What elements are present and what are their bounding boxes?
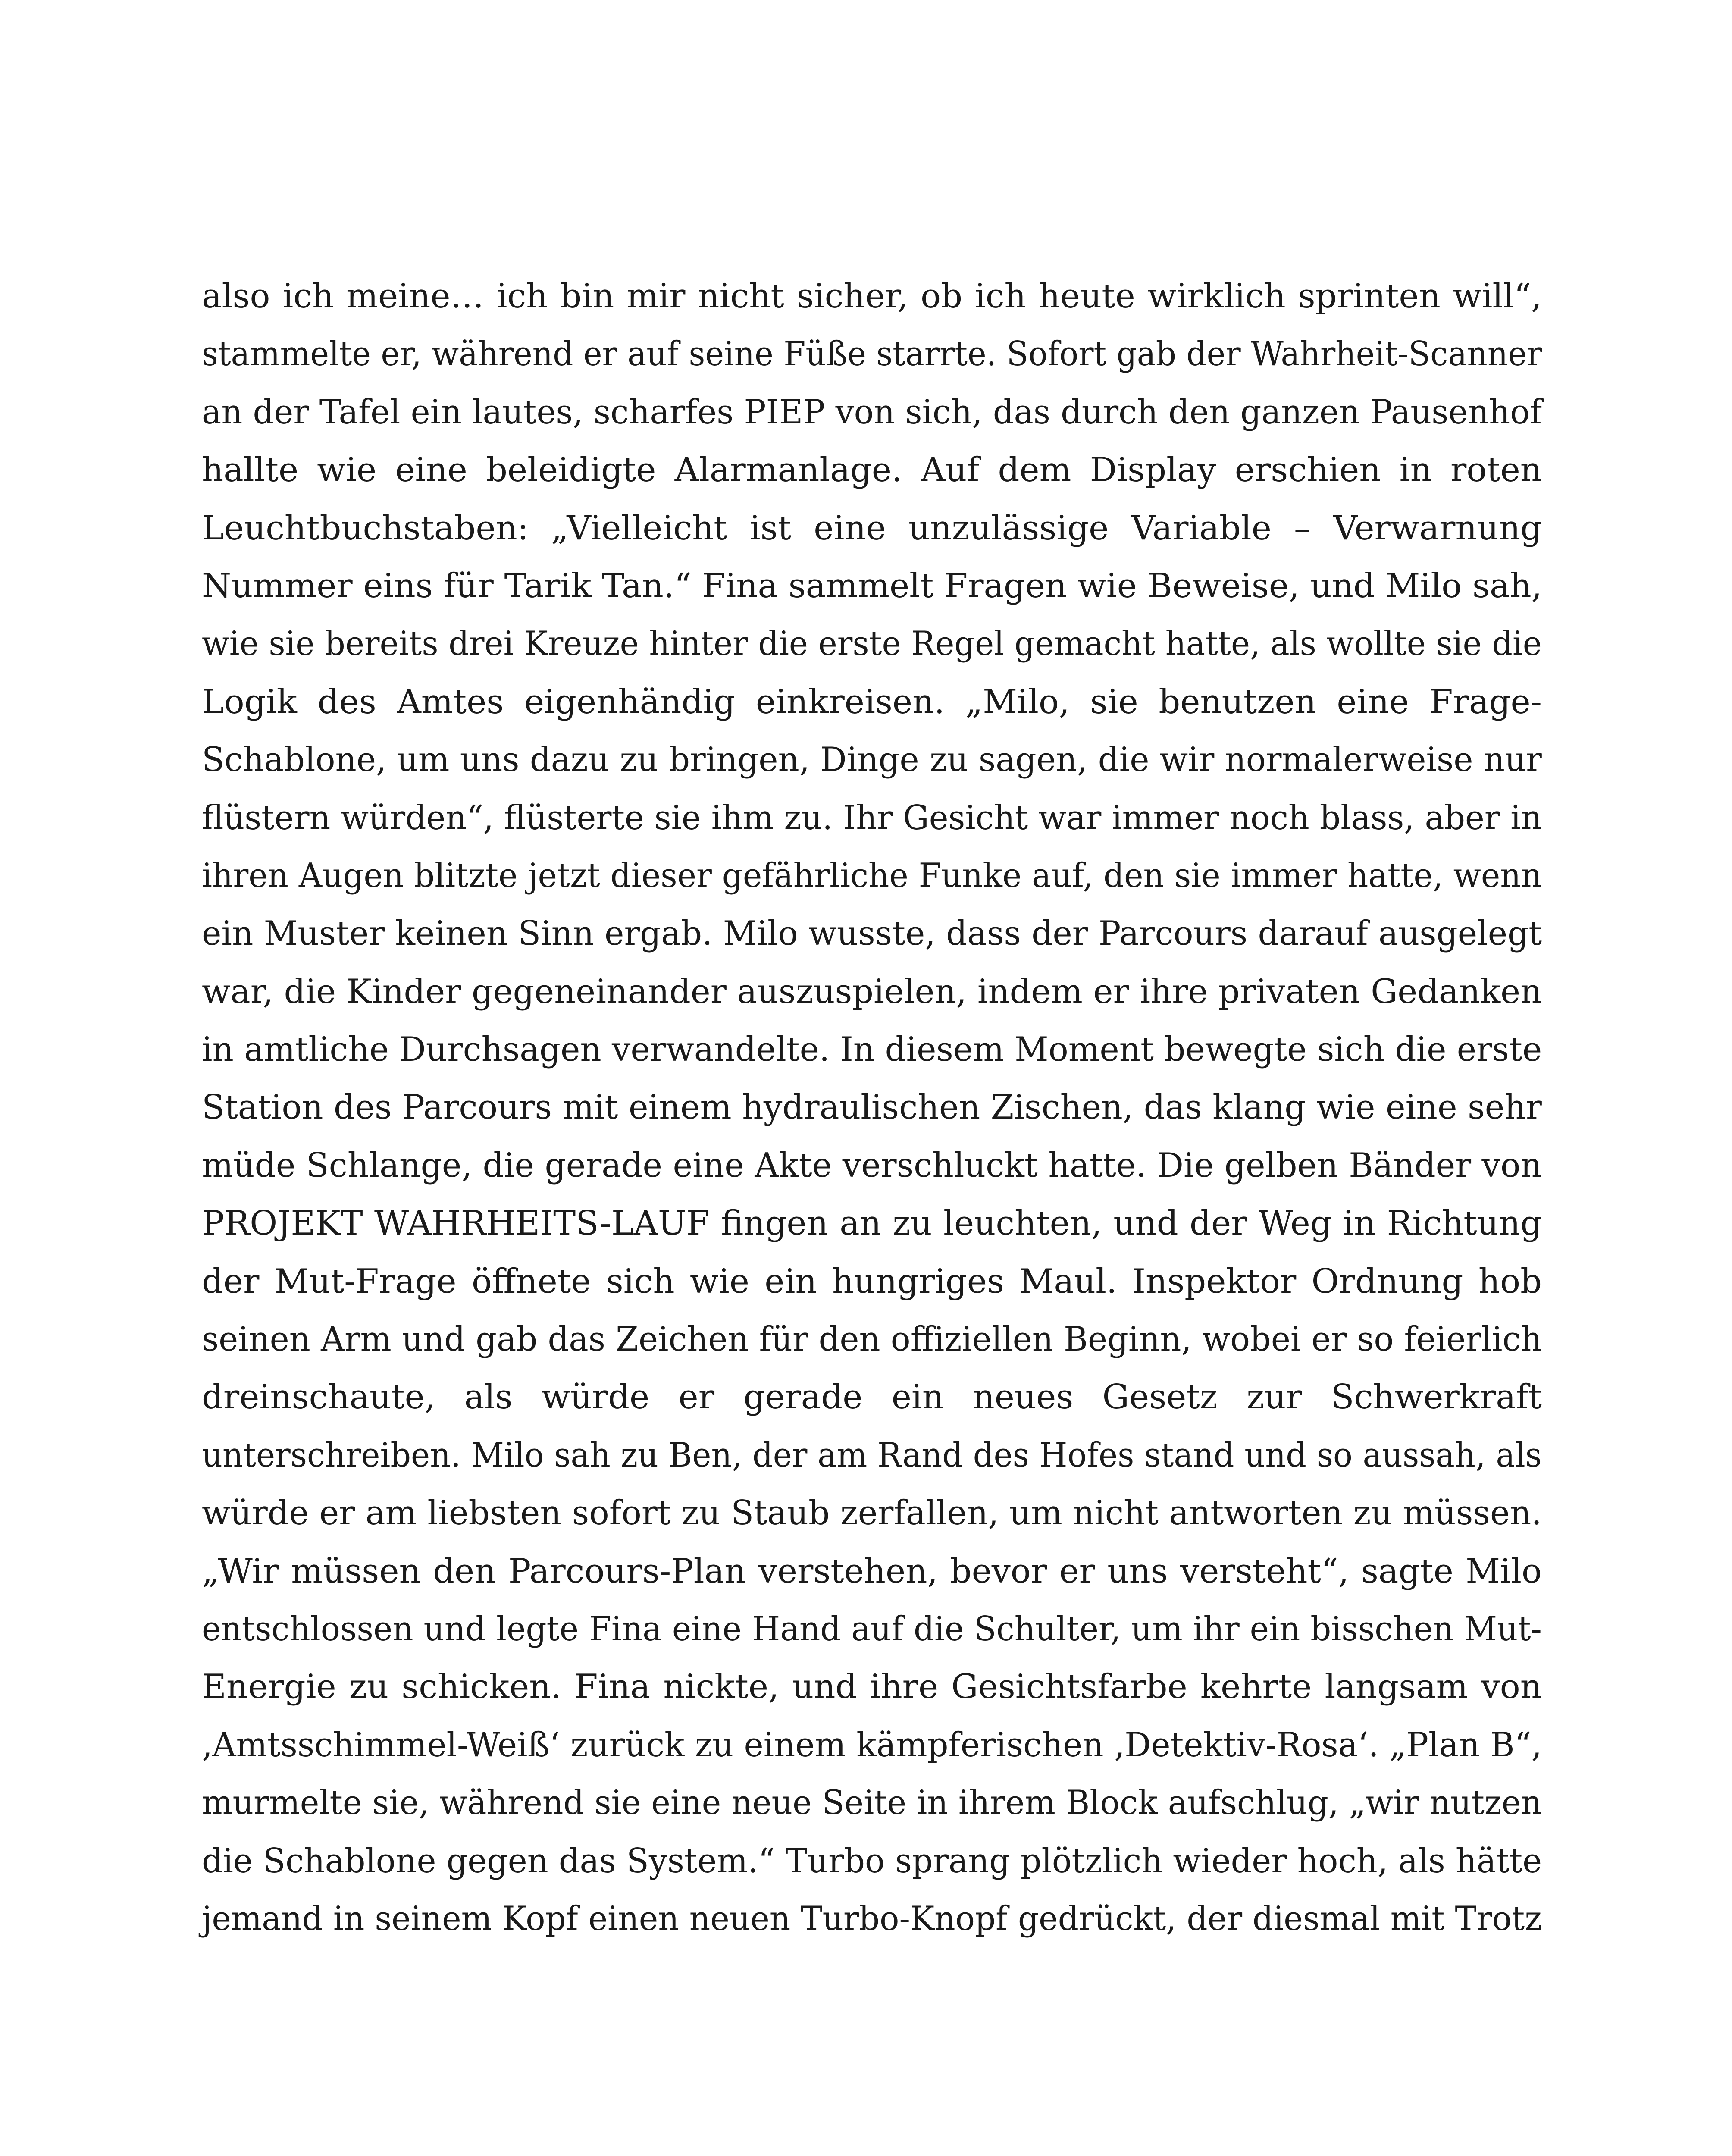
text-line: hallte wie eine beleidigte Alarmanlage. Auf dem Display erschien in roten <box>202 451 1542 490</box>
text-line: Logik des Amtes eigenhändig einkreisen. „Milo, sie benutzen eine Frage- <box>202 682 1542 721</box>
text-line: murmelte sie, während sie eine neue Seite in ihrem Block aufschlug, „wir nutzen <box>202 1783 1542 1823</box>
text-line: also ich meine… ich bin mir nicht sicher, ob ich heute wirklich sprinten will“, <box>202 277 1542 316</box>
text-line: „Wir müssen den Parcours-Plan verstehen, bevor er uns versteht“, sagte Milo <box>202 1551 1542 1591</box>
text-line: würde er am liebsten sofort zu Staub zerfallen, um nicht antworten zu müssen. <box>202 1494 1542 1533</box>
text-line: flüstern würden“, flüsterte sie ihm zu. Ihr Gesicht war immer noch blass, aber in <box>202 798 1542 837</box>
text-line: wie sie bereits drei Kreuze hinter die erste Regel gemacht hatte, als wollte sie die <box>202 624 1542 664</box>
text-line: ein Muster keinen Sinn ergab. Milo wusste, dass der Parcours darauf ausgelegt <box>202 914 1542 953</box>
text-line: seinen Arm und gab das Zeichen für den offiziellen Beginn, wobei er so feierlich <box>202 1320 1542 1359</box>
text-line: entschlossen und legte Fina eine Hand auf die Schulter, um ihr ein bisschen Mut- <box>202 1609 1542 1648</box>
text-line: in amtliche Durchsagen verwandelte. In diesem Moment bewegte sich die erste <box>202 1030 1542 1069</box>
text-line: die Schablone gegen das System.“ Turbo sprang plötzlich wieder hoch, als hätte <box>202 1841 1542 1880</box>
text-line: ihren Augen blitzte jetzt dieser gefährliche Funke auf, den sie immer hatte, wenn <box>202 856 1542 895</box>
text-line: war, die Kinder gegeneinander auszuspielen, indem er ihre privaten Gedanken <box>202 972 1542 1011</box>
text-line: Station des Parcours mit einem hydraulischen Zischen, das klang wie eine sehr <box>202 1088 1542 1127</box>
text-line: unterschreiben. Milo sah zu Ben, der am Rand des Hofes stand und so aussah, als <box>202 1435 1542 1475</box>
text-line: Nummer eins für Tarik Tan.“ Fina sammelt Fragen wie Beweise, und Milo sah, <box>202 566 1542 605</box>
text-line: an der Tafel ein lautes, scharfes PIEP von sich, das durch den ganzen Pausenhof <box>202 392 1542 432</box>
text-line: Energie zu schicken. Fina nickte, und ihre Gesichtsfarbe kehrte langsam von <box>202 1667 1542 1707</box>
body-paragraph <box>202 267 1542 1948</box>
text-line: Schablone, um uns dazu zu bringen, Dinge zu sagen, die wir normalerweise nur <box>202 740 1542 780</box>
text-line: jemand in seinem Kopf einen neuen Turbo-Knopf gedrückt, der diesmal mit Trotz <box>202 1899 1542 1938</box>
text-line: ‚Amtsschimmel-Weiß‘ zurück zu einem kämpferischen ‚Detektiv-Rosa‘. „Plan B“, <box>202 1725 1542 1764</box>
text-line: stammelte er, während er auf seine Füße starrte. Sofort gab der Wahrheit-Scanner <box>202 335 1542 374</box>
text-line: Leuchtbuchstaben: „Vielleicht ist eine unzulässige Variable – Verwarnung <box>202 508 1542 548</box>
text-line: dreinschaute, als würde er gerade ein neues Gesetz zur Schwerkraft <box>202 1378 1542 1417</box>
text-line: PROJEKT WAHRHEITS-LAUF fingen an zu leuchten, und der Weg in Richtung <box>202 1204 1542 1243</box>
text-line: der Mut-Frage öffnete sich wie ein hungriges Maul. Inspektor Ordnung hob <box>202 1262 1542 1301</box>
text-line: müde Schlange, die gerade eine Akte verschluckt hatte. Die gelben Bänder von <box>202 1146 1542 1185</box>
